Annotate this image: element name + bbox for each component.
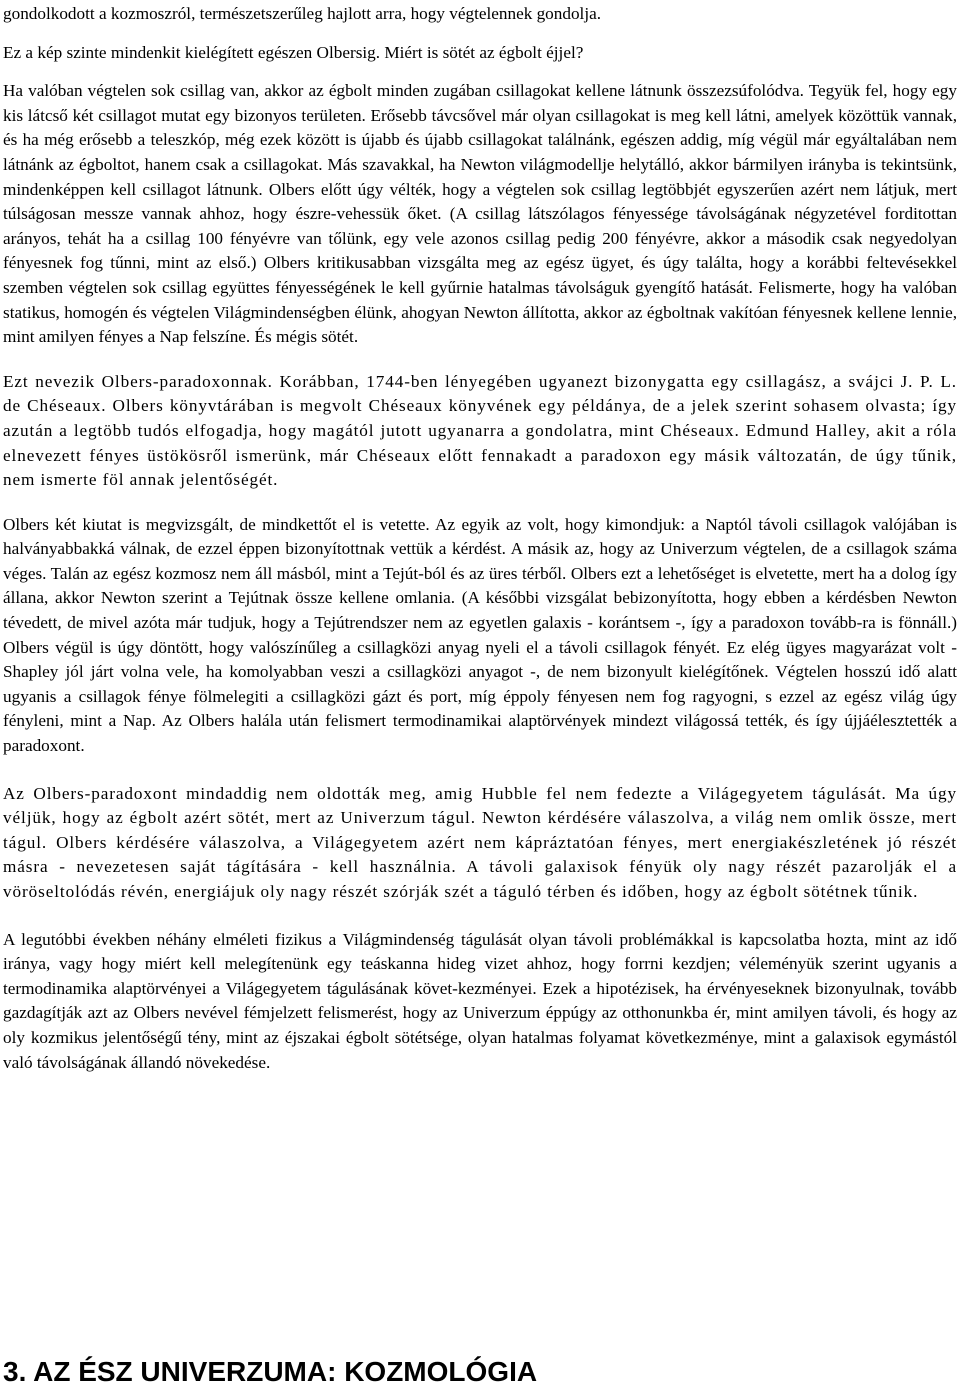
paragraph-olbers-paradox-history: Ezt nevezik Olbers-paradoxonnak. Korábban, 1744-ben lényegében ugyanezt bizonygatta egy csillagász, a svájci J. P. L. de Chéseaux. Olbers könyvtárában is megvolt Chéseaux könyvének egy példánya, de a jelek szerint sohasem olvasta; így azután a legtöbb tudós elfogadja, hogy magától jutott ugyanarra a gondolatra, mint Chéseaux. Edmund Halley, akit a róla elnevezett fényes üstökösről ismerünk, már Chéseaux előtt fennakadt a paradoxon egy másik változatán, de úgy tűnik, nem ismerte föl annak jelentőségét. bbox=[3, 371, 957, 490]
paragraph-recent-theories: A legutóbbi években néhány elméleti fizikus a Világmindenség tágulását olyan távoli problémákkal is kapcsolatba hozta, mint az idő iránya, vagy hogy miért kell melegítenünk egy teáskanna hideg vizet ahhoz, hogy forrni kezdjen; véleményük szerint ugyanis a termodinamika alaptörvényei a Világegyetem tágulásának követ-kezményei. Ezek a hipotézisek, ha érvényeseknek bizonyulnak, tovább gazdagítják azt az Olbers nevével fémjelzett felismerést, hogy az Univerzum éppúgy az otthonunkba ér, mint amilyen távoli, és hogy az oly kozmikus jelentőségű tény, mint az éjszakai égbolt sötétsége, olyan hatalmas folyamat következménye, mint a galaxisok egymástól való távolságának állandó növekedése. bbox=[3, 929, 957, 1072]
chapter-heading: 3. AZ ÉSZ UNIVERZUMA: KOZMOLÓGIA bbox=[3, 1356, 538, 1387]
paragraph-olbers-two-escapes: Olbers két kiutat is megvizsgált, de mindkettőt el is vetette. Az egyik az volt, hogy kimondjuk: a Naptól távoli csillagok valójában is halványabbakká válnak, de ezzel éppen bizonyítottnak vettük a kérdést. A másik az, hogy az Univerzum végtelen, de a csillagok száma véges. Talán az egész kozmosz nem áll másból, mint a Tejút-ból és az üres térből. Olbers ezt a lehetőséget is elvetette, mert ha a dolog így állana, akkor Newton szerint a Tejútnak össze kellene omlania. (A későbbi vizsgálat bebizonyította, hogy ebben a kérdésben Newton tévedett, de mivel azóta már tudjuk, hogy a Tejútrendszer nem az egyetlen galaxis - korántsem -, így a paradoxon tovább-ra is fönnáll.) Olbers végül is úgy döntött, hogy valószínűleg a csillagközi anyag nyeli el a távoli csillagok fényét. Ez elég ügyes magyarázat volt - Shapley jól járt volna vele, ha komolyabban veszi a csillagközi anyagot -, de nem bizonyult kielégítőnek. Végtelen hosszú idő alatt ugyanis a csillagok fénye fölmelegiti a csillagközi gázt és port, míg éppoly fényesen nem fog ragyogni, s ezzel az egész világ úgy fényleni, mint a Nap. Az Olbers halála után felismert termodinamikai alaptörvények mindezt világossá tették, és így újjáélesztették a paradoxont. bbox=[3, 514, 957, 756]
document-page bbox=[3, 0, 957, 1075]
paragraph-olbers-argument: Ha valóban végtelen sok csillag van, akkor az égbolt minden zugában csillagokat kellene látnunk összezsúfolódva. Tegyük fel, hogy egy kis látcső két csillagot mutat egy bizonyos területen. Erősebb távcsővel már olyan csillagokat is meg kell látni, amelyek közöttük vannak, és ha még erősebb a teleszkóp, még ezek között is újabb és újabb csillagokat találnánk, egészen addig, míg végül már egyáltalában nem látnánk az égboltot, hanem csak a csillagokat. Más szavakkal, ha Newton világmodellje helytálló, akkor bármilyen irányba is tekintsünk, mindenképpen kell csillagot látnunk. Olbers előtt úgy vélték, hogy a végtelen sok csillag legtöbbjét egyszerűen azért nem látjuk, mert túlságosan messze vannak ahhoz, hogy észre-vehessük őket. (A csillag látszólagos fényessége távolságának négyzetével forditottan arányos, tehát ha a csillag 100 fényévre van tőlünk, egy vele azonos csillag pedig 200 fényévre, akkor a második csak negyedolyan fényesnek fog tűnni, mint az első.) Olbers kritikusabban vizsgálta meg az egész ügyet, és úgy találta, hogy a korábbi feltevésekkel szemben végtelen sok csillag együttes fényességének le kell gyűrnie hatalmas távolságuk gyengítő hatását. Felismerte, hogy ha valóban statikus, homogén és végtelen Világmindenségben élünk, ahogyan Newton állította, akkor az égboltnak vakítóan fényesnek kellene lennie, mint amilyen fényes a Nap felszíne. És mégis sötét. bbox=[3, 81, 957, 347]
paragraph-intro-continuation: gondolkodott a kozmoszról, természetszerűleg hajlott arra, hogy végtelennek gondolja. bbox=[3, 4, 602, 23]
paragraph-hubble-expansion: Az Olbers-paradoxont mindaddig nem oldották meg, amig Hubble fel nem fedezte a Világegyetem tágulását. Ma úgy véljük, hogy az égbolt azért sötét, mert az Univerzum tágul. Newton kérdésére válaszolva, a világ nem omlik össze, mert tágul. Olbers kérdésére válaszolva, a Világegyetem azért nem kápráztatóan fényes, mert energiakészletének jó részét másra - nevezetesen saját tágítására - kell használnia. A távoli galaxisok fényük oly nagy részét pazarolják el a vöröseltolódás révén, energiájuk oly nagy részét szórják szét a táguló térben és időben, hogy az égbolt sötétnek tűnik. bbox=[3, 783, 957, 901]
paragraph-dark-sky-question: Ez a kép szinte mindenkit kielégített egészen Olbersig. Miért is sötét az égbolt éjjel? bbox=[3, 42, 584, 62]
